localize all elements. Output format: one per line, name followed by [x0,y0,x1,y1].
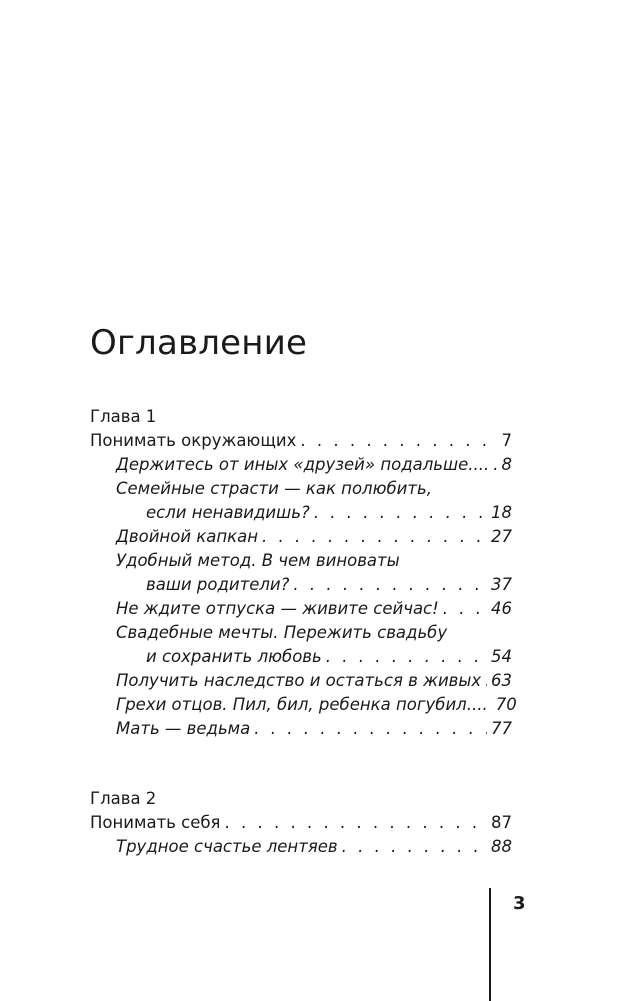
dot-leader [485,669,487,693]
toc-entry [90,717,512,741]
page-ref: 46 [491,599,512,618]
chapter-entry [90,811,512,835]
page-ref: 8 [501,455,512,474]
entry-title: Трудное счастье лентяев [116,837,338,856]
toc-entry [90,597,512,621]
entry-title: Не ждите отпуска — живите сейчас! [116,599,439,618]
dot-leader [254,717,487,741]
entry-title: Двойной капкан [116,527,259,546]
page-number: 3 [513,893,526,914]
entry-title: Держитесь от иных «друзей» подальше.... [116,455,490,474]
entry-title-line1: Удобный метод. В чем виноваты [116,551,400,570]
page-ref: 87 [491,813,512,832]
page-ref: 70 [495,695,517,714]
dot-leader [342,835,487,859]
page-ref: 7 [501,431,512,450]
dot-leader [300,429,497,453]
page-ref: 88 [491,837,512,856]
page-number-rule [489,888,491,1001]
entry-title-line2: если ненавидишь? [146,503,310,522]
chapter-entry [90,429,512,453]
toc-entry [90,835,512,859]
chapter-2 [90,787,512,859]
toc-entry [90,477,512,525]
dot-leader [443,597,487,621]
page-ref: 77 [491,719,512,738]
entry-title: Мать — ведьма [116,719,251,738]
dot-leader [262,525,487,549]
page-ref: 54 [491,647,512,666]
entry-title-line2: и сохранить любовь [146,647,322,666]
page-title: Оглавление [90,322,308,363]
dot-leader [493,453,497,477]
toc-entry [90,669,512,693]
dot-leader [326,645,487,669]
entry-title: Грехи отцов. Пил, бил, ребенка погубил.... [116,695,488,714]
toc-entry [90,525,512,549]
dot-leader [293,573,487,597]
chapter-label: Глава 1 [90,407,157,426]
entry-title: Получить наследство и остаться в живых [116,671,482,690]
page-ref: 37 [491,575,512,594]
toc-entry [90,453,512,477]
page-ref: 18 [491,503,512,522]
chapter-label: Глава 2 [90,789,157,808]
toc-entry [90,621,512,669]
toc-entry [90,693,517,717]
dot-leader [314,501,487,525]
chapter-1 [90,405,517,741]
toc-entry [90,549,512,597]
entry-title-line1: Семейные страсти — как полюбить, [116,479,432,498]
entry-title-line1: Свадебные мечты. Пережить свадьбу [116,623,448,642]
chapter-title: Понимать окружающих [90,431,297,450]
page-ref: 63 [491,671,512,690]
chapter-title: Понимать себя [90,813,221,832]
entry-title-line2: ваши родители? [146,575,290,594]
page-ref: 27 [491,527,512,546]
dot-leader [224,811,487,835]
